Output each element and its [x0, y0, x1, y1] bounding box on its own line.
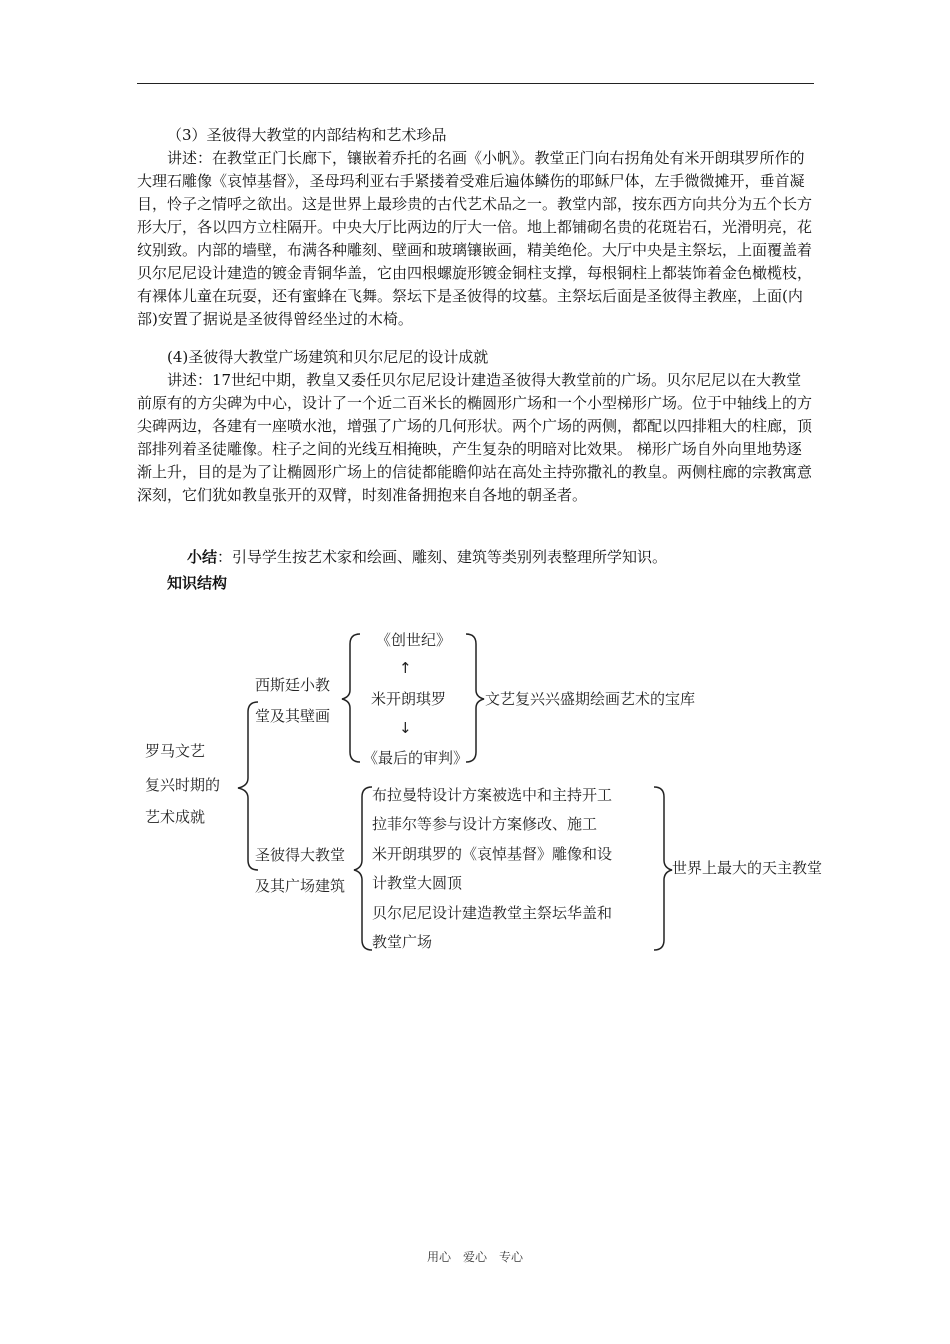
branch1-left-brace	[342, 634, 360, 762]
branch2-result: 世界上最大的天主教堂	[672, 859, 823, 877]
section3-heading: （3）圣彼得大教堂的内部结构和艺术珍品	[167, 126, 447, 144]
branch1-item-bottom: 《最后的审判》	[363, 749, 469, 767]
branch1-arrow-down: ↓	[399, 719, 412, 737]
branch1-label-line-2: 堂及其壁画	[255, 707, 331, 725]
branch2-label-line-2: 及其广场建筑	[255, 877, 346, 895]
knowledge-structure-title: 知识结构	[167, 574, 228, 592]
section3-body: 讲述：在教堂正门长廊下，镶嵌着乔托的名画《小帆》。教堂正门向右拐角处有米开朗琪罗所作的大理石雕像《哀悼基督》，圣母玛利亚右手紧搂着受难后遍体鳞伤的耶稣尸体，左手微微摊开，垂首凝目，怜子之情呼之欲出。这是世界上最珍贵的古代艺术品之一。教堂内部，按东西方向共分为五个长方形大厅，各以四方立柱隔开。中央大厅比两边的厅大一倍。地上都铺砌名贵的花斑岩石，光滑明亮，花纹别致。内部的墙壁，布满各种雕刻、壁画和玻璃镶嵌画，精美绝伦。大厅中央是主祭坛，上面覆盖着贝尔尼尼设计建造的镀金青铜华盖，它由四根螺旋形镀金铜柱支撑，每根铜柱上都装饰着金色橄榄枝，有裸体儿童在玩耍，还有蜜蜂在飞舞。祭坛下是圣彼得的坟墓。主祭坛后面是圣彼得主教座，上面(内部)安置了据说是圣彼得曾经坐过的木椅。	[137, 149, 813, 328]
summary-text: ：引导学生按艺术家和绘画、雕刻、建筑等类别列表整理所学知识。	[217, 548, 668, 566]
branch1-result: 文艺复兴兴盛期绘画艺术的宝库	[485, 690, 696, 708]
branch1-item-top: 《创世纪》	[376, 631, 452, 649]
page-footer: 用心 爱心 专心	[426, 1250, 523, 1264]
branch1-item-mid: 米开朗琪罗	[371, 690, 447, 708]
branch1-arrow-up: ↑	[399, 659, 412, 677]
branch2-item-4: 计教堂大圆顶	[372, 874, 463, 892]
root-label-line-1: 罗马文艺	[145, 742, 206, 760]
main-brace	[238, 702, 258, 870]
branch2-item-1: 布拉曼特设计方案被选中和主持开工	[372, 786, 613, 804]
summary-paragraph	[137, 546, 815, 569]
branch2-right-brace	[654, 787, 672, 950]
branch2-item-2: 拉菲尔等参与设计方案修改、施工	[372, 815, 598, 833]
branch2-label-line-1: 圣彼得大教堂	[255, 846, 346, 864]
branch2-item-6: 教堂广场	[372, 933, 433, 951]
branch2-item-3: 米开朗琪罗的《哀悼基督》雕像和设	[372, 845, 613, 863]
summary-label: 小结	[187, 548, 218, 566]
branch1-label-line-1: 西斯廷小教	[255, 676, 331, 694]
branch2-left-brace	[354, 787, 372, 950]
branch1-right-brace	[466, 634, 484, 762]
branch2-item-5: 贝尔尼尼设计建造教堂主祭坛华盖和	[372, 904, 613, 922]
header-rule	[137, 83, 814, 84]
root-label-line-3: 艺术成就	[145, 808, 206, 826]
root-label-line-2: 复兴时期的	[145, 776, 221, 794]
section4-body: 讲述：17世纪中期，教皇又委任贝尔尼尼设计建造圣彼得大教堂前的广场。贝尔尼尼以在大教堂前原有的方尖碑为中心，设计了一个近二百米长的椭圆形广场和一个小型梯形广场。位于中轴线上的方尖碑两边，各建有一座喷水池，增强了广场的几何形状。两个广场的两侧，都配以四排粗大的柱廊，顶部排列着圣徒雕像。柱子之间的光线互相掩映，产生复杂的明暗对比效果。 梯形广场自外向里地势逐渐上升，目的是为了让椭圆形广场上的信徒都能瞻仰站在高处主持弥撒礼的教皇。两侧柱廊的宗教寓意深刻，它们犹如教皇张开的双臂，时刻准备拥抱来自各地的朝圣者。	[137, 371, 813, 504]
section4-heading: (4)圣彼得大教堂广场建筑和贝尔尼尼的设计成就	[167, 348, 489, 366]
